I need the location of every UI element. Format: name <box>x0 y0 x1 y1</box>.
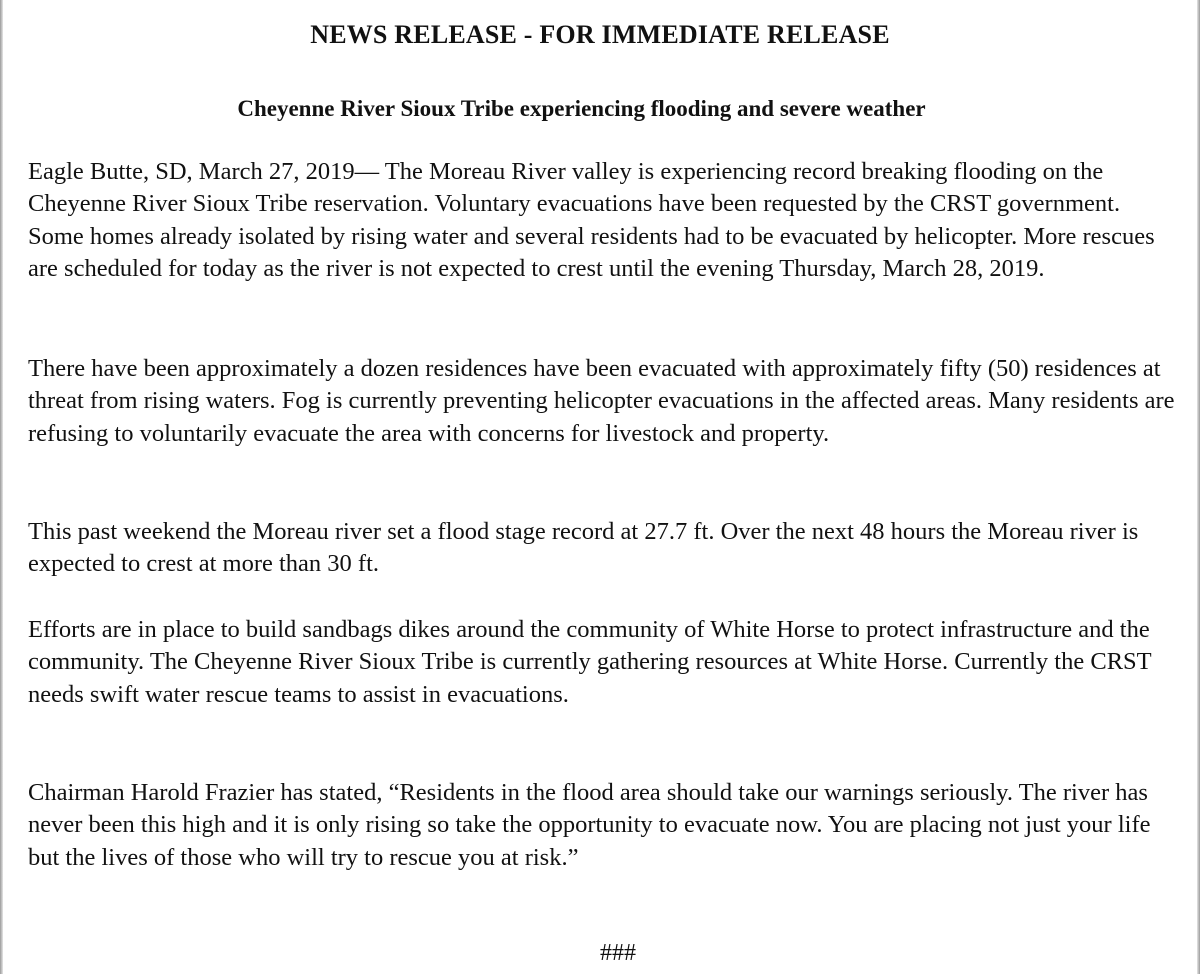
page-left-edge <box>0 0 3 974</box>
paragraph-evacuations: There have been approximately a dozen residences have been evacuated with approximately fifty (50) residences at threat from rising waters. Fog is currently preventing helicopter evacuations in the affected areas. Many residents are refusing to voluntarily evacuate the area with concerns for livestock and property. <box>28 355 1175 447</box>
release-heading: NEWS RELEASE - FOR IMMEDIATE RELEASE <box>310 20 890 49</box>
end-of-release-mark: ### <box>600 940 636 966</box>
paragraph-efforts: Efforts are in place to build sandbags dikes around the community of White Horse to protect infrastructure and the community. The Cheyenne River Sioux Tribe is currently gathering resources at White Horse. Currently the CRST needs swift water rescue teams to assist in evacuations. <box>28 616 1152 708</box>
paragraph-flood-stage: This past weekend the Moreau river set a flood stage record at 27.7 ft. Over the next 48 hours the Moreau river is expected to crest at more than 30 ft. <box>28 518 1139 578</box>
paragraph-chairman-quote: Chairman Harold Frazier has stated, “Residents in the flood area should take our warnings seriously. The river has never been this high and it is only rising so take the opportunity to evacuate now. You are placing not just your life but the lives of those who will try to rescue you at risk.” <box>28 779 1151 871</box>
paragraph-intro: Eagle Butte, SD, March 27, 2019— The Moreau River valley is experiencing record breaking flooding on the Cheyenne River Sioux Tribe reservation. Voluntary evacuations have been requested by the CRST government. Some homes already isolated by rising water and several residents had to be evacuated by helicopter. More rescues are scheduled for today as the river is not expected to crest until the evening Thursday, March 28, 2019. <box>28 158 1155 283</box>
release-subheading: Cheyenne River Sioux Tribe experiencing flooding and severe weather <box>237 96 926 121</box>
